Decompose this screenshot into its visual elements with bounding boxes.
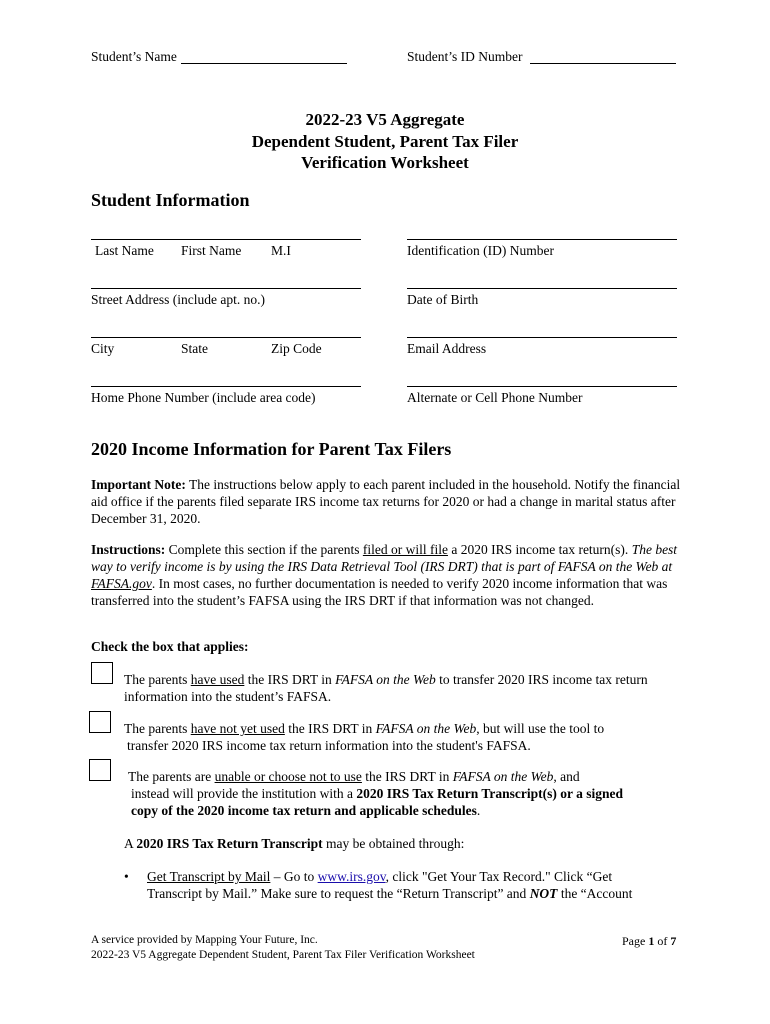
id-number-label: Identification (ID) Number xyxy=(407,243,554,258)
page-num: 1 xyxy=(648,934,655,948)
instructions-text-c: a 2020 IRS income tax return(s). xyxy=(451,542,629,557)
city-field-line[interactable] xyxy=(91,337,361,338)
street-field-line[interactable] xyxy=(91,288,361,289)
student-id-header xyxy=(407,49,523,65)
fafsa-link[interactable]: FAFSA.gov xyxy=(91,576,152,591)
title-line-1: 2022-23 V5 Aggregate xyxy=(305,110,465,129)
instructions-label: Instructions: xyxy=(91,542,166,557)
option-3-text-b: unable or choose not to use xyxy=(214,769,362,784)
option-2-text-b: have not yet used xyxy=(190,721,285,736)
transcript-intro xyxy=(124,836,464,852)
page-total: 7 xyxy=(670,934,677,948)
transcript-bullet-line-1 xyxy=(147,869,612,885)
transcript-bullet-text-b: – Go to xyxy=(270,869,318,884)
option-2-checkbox[interactable] xyxy=(89,711,111,733)
option-3-line-2 xyxy=(131,786,623,802)
transcript-intro-c: may be obtained through: xyxy=(326,836,465,851)
option-3-text-c: the IRS DRT in xyxy=(365,769,450,784)
instructions xyxy=(91,541,691,609)
option-3-text-f: instead will provide the institution with a xyxy=(131,786,353,801)
option-1-line-1 xyxy=(124,672,648,688)
option-1-text-b: have used xyxy=(190,672,245,687)
email-field-line[interactable] xyxy=(407,337,677,338)
option-1-text-c: the IRS DRT in xyxy=(247,672,332,687)
bullet-icon: • xyxy=(124,869,129,884)
option-3-text-g: 2020 IRS Tax Return Transcript(s) or a signed xyxy=(356,786,624,801)
option-2-text-e: , but will use the tool to xyxy=(476,721,605,736)
instructions-text-a: Complete this section if the parents xyxy=(168,542,360,557)
important-note-text: The instructions below apply to each parent included in the household. Notify the financial aid office if the parents filed separate IRS income tax returns for 2020 or had a change in marital status after December 31, 2020. xyxy=(91,477,681,526)
footer-line-1: A service provided by Mapping Your Future, Inc. xyxy=(91,934,318,946)
page-word: Page xyxy=(622,934,646,948)
id-number-field-line[interactable] xyxy=(407,239,677,240)
option-3-text-d: FAFSA on the Web xyxy=(452,769,554,784)
transcript-bullet-text-d: Transcript by Mail.” Make sure to request the “Return Transcript” and xyxy=(147,886,527,901)
option-3-line-1 xyxy=(128,769,580,785)
option-2-line-1 xyxy=(124,721,604,737)
option-3-checkbox[interactable] xyxy=(89,759,111,781)
footer-line-2: 2022-23 V5 Aggregate Dependent Student, Parent Tax Filer Verification Worksheet xyxy=(91,949,475,961)
check-box-label: Check the box that applies: xyxy=(91,639,249,654)
transcript-intro-b: 2020 IRS Tax Return Transcript xyxy=(136,836,323,851)
get-transcript-by-mail-text: Get Transcript by Mail xyxy=(147,869,271,884)
transcript-bullet-text-c: , click "Get Your Tax Record." Click “Get xyxy=(385,869,613,884)
instructions-text-b: filed or will file xyxy=(362,542,448,557)
alt-phone-label: Alternate or Cell Phone Number xyxy=(407,390,583,405)
city-label: City xyxy=(91,341,115,356)
street-label: Street Address (include apt. no.) xyxy=(91,292,265,307)
instructions-text-e: . In most cases, no further documentation is needed to verify 2020 income information that was transferred into the student’s FAFSA using the IRS DRT if that information was not changed. xyxy=(91,576,668,608)
irs-gov-link[interactable]: www.irs.gov xyxy=(317,869,386,884)
student-name-header xyxy=(91,49,177,65)
home-phone-label: Home Phone Number (include area code) xyxy=(91,390,316,405)
option-1-line-2: information into the student’s FAFSA. xyxy=(124,689,332,704)
state-label: State xyxy=(181,341,208,356)
option-2-text-a: The parents xyxy=(124,721,188,736)
name-field-line[interactable] xyxy=(91,239,361,240)
option-3-line-3 xyxy=(131,803,480,819)
student-info-heading: Student Information xyxy=(91,190,250,210)
transcript-intro-a: A xyxy=(124,836,134,851)
page-number xyxy=(622,934,676,949)
of-word: of xyxy=(657,934,668,948)
transcript-bullet-text-f: the “Account xyxy=(560,886,633,901)
title-line-3: Verification Worksheet xyxy=(301,153,469,172)
important-note xyxy=(91,476,691,527)
option-1-checkbox[interactable] xyxy=(91,662,113,684)
email-label: Email Address xyxy=(407,341,487,356)
home-phone-field-line[interactable] xyxy=(91,386,361,387)
income-heading: 2020 Income Information for Parent Tax Filers xyxy=(91,439,452,459)
student-name-label: Student’s Name xyxy=(91,49,177,64)
dob-field-line[interactable] xyxy=(407,288,677,289)
option-2-line-2: transfer 2020 IRS income tax return information into the student's FAFSA. xyxy=(127,738,531,753)
student-id-line[interactable] xyxy=(530,63,676,64)
option-2-text-c: the IRS DRT in xyxy=(288,721,373,736)
last-name-label: Last Name xyxy=(95,243,154,258)
mi-label: M.I xyxy=(271,243,291,258)
option-3-text-a: The parents are xyxy=(128,769,212,784)
important-note-label: Important Note: xyxy=(91,477,186,492)
dob-label: Date of Birth xyxy=(407,292,479,307)
transcript-bullet-text-e: NOT xyxy=(529,886,558,901)
alt-phone-field-line[interactable] xyxy=(407,386,677,387)
option-3-text-i: . xyxy=(476,803,481,818)
student-id-label: Student’s ID Number xyxy=(407,49,523,64)
transcript-bullet-line-2 xyxy=(147,886,632,902)
option-1-text-d: FAFSA on the Web xyxy=(335,672,436,687)
title-line-2: Dependent Student, Parent Tax Filer xyxy=(251,132,519,151)
student-name-line[interactable] xyxy=(181,63,347,64)
first-name-label: First Name xyxy=(181,243,242,258)
option-3-text-e: , and xyxy=(553,769,580,784)
option-1-text-a: The parents xyxy=(124,672,188,687)
option-1-text-e: to transfer 2020 IRS income tax return xyxy=(439,672,648,687)
instructions-text-d: The best way to verify income is by using the IRS Data Retrieval Tool (IRS DRT) that is part of FAFSA on the Web at xyxy=(91,542,678,574)
option-2-text-d: FAFSA on the Web xyxy=(375,721,477,736)
option-3-text-h: copy of the 2020 income tax return and applicable schedules xyxy=(131,803,477,818)
zip-label: Zip Code xyxy=(271,341,322,356)
